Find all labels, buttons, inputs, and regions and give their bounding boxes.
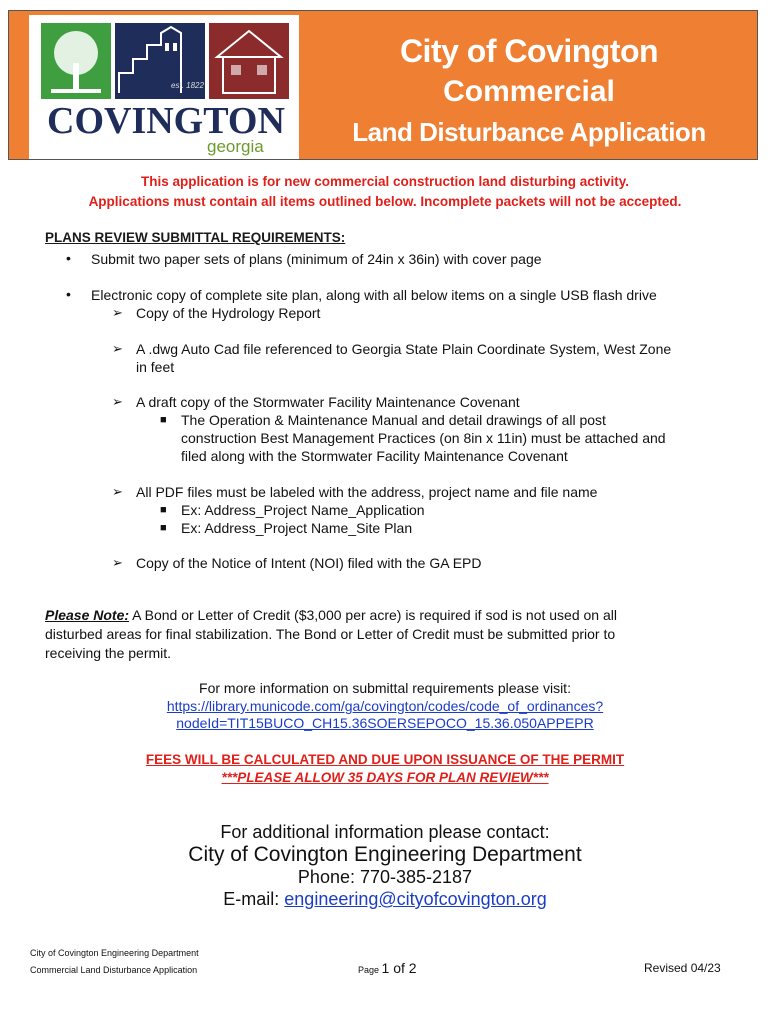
commercial-subtitle: Commercial [443,75,615,108]
requirement-electronic-copy: Electronic copy of complete site plan, along with all below items on a single USB flash drive [91,287,657,303]
contact-intro: For additional information please contact: [220,822,550,842]
arrow-bullet-icon: ➢ [112,394,123,409]
note-label: Please Note: [45,607,130,623]
city-title: City of Covington [399,33,659,69]
review-time-notice: ***PLEASE ALLOW 35 DAYS FOR PLAN REVIEW*** [221,770,549,785]
page-word: Page [358,965,382,975]
sub-om-line-3: filed along with the Stormwater Facility Maintenance Covenant [181,448,568,464]
square-bullet-icon: ■ [160,522,167,534]
square-bullet-icon: ■ [160,414,167,426]
sub-pdf-example-2: Ex: Address_Project Name_Site Plan [181,520,413,536]
tree-icon [41,23,111,99]
note-line-2: disturbed areas for final stabilization. The Bond or Letter of Credit must be submitted prior to [45,626,616,642]
fees-notice: FEES WILL BE CALCULATED AND DUE UPON ISSUANCE OF THE PERMIT [145,752,625,767]
logo-subtitle: georgia [207,137,264,156]
arrow-bullet-icon: ➢ [112,341,123,356]
note-line-1: A Bond or Letter of Credit ($3,000 per acre) is required if sod is not used on all [129,607,617,623]
page-current: 1 [381,960,390,976]
municode-link-part-2[interactable]: nodeId=TIT15BUCO_CH15.36SOERSEPOCO_15.36.050APPEPR [176,715,594,731]
tree-logo-panel [41,23,111,99]
footer-department: City of Covington Engineering Department [30,948,199,958]
sub-hydrology: Copy of the Hydrology Report [136,305,321,321]
logo-wordmark: COVINGTON [47,100,285,142]
sub-om-line-2: construction Best Management Practices (on 8in x 11in) must be attached and [181,430,666,446]
page-total: 2 [408,960,417,976]
sub-pdf-example-1: Ex: Address_Project Name_Application [181,502,425,518]
arrow-bullet-icon: ➢ [112,484,123,499]
email-link[interactable]: engineering@cityofcovington.org [284,889,547,909]
sub-dwg-line-1: A .dwg Auto Cad file referenced to Georgia State Plain Coordinate System, West Zone [136,341,672,357]
house-icon [209,23,289,99]
email-label: E-mail: [223,889,285,909]
municode-link-row-2 [0,715,770,731]
bond-note [45,606,725,663]
note-line-3: receiving the permit. [45,645,172,661]
arrow-bullet-icon: ➢ [112,305,123,320]
square-bullet-icon: ■ [160,504,167,516]
bullet-icon: • [66,250,71,266]
sub-pdf-labels: All PDF files must be labeled with the address, project name and file name [136,484,598,500]
requirements-heading: PLANS REVIEW SUBMITTAL REQUIREMENTS: [45,230,346,245]
sub-om-line-1: The Operation & Maintenance Manual and detail drawings of all post [181,412,606,428]
intro-line-1: This application is for new commercial construction land disturbing activity. [140,174,630,189]
sub-stormwater-covenant: A draft copy of the Stormwater Facility Maintenance Covenant [136,394,520,410]
bullet-icon: • [66,286,71,302]
sub-noi: Copy of the Notice of Intent (NOI) filed with the GA EPD [136,555,482,571]
logo-established: est. 1822 [171,81,204,90]
city-logo [29,15,299,159]
header-banner [8,10,758,160]
arrow-bullet-icon: ➢ [112,555,123,570]
application-title: Land Disturbance Application [352,117,706,147]
intro-line-2: Applications must contain all items outlined below. Incomplete packets will not be accepted. [88,194,682,209]
sub-dwg-line-2: in feet [136,359,175,375]
municode-link-row-1 [0,698,770,714]
footer-page-number [358,960,417,976]
house-logo-panel [209,23,289,99]
contact-phone: Phone: 770-385-2187 [297,867,473,887]
requirement-paper-plans: Submit two paper sets of plans (minimum of 24in x 36in) with cover page [91,251,542,267]
page-of: of [389,960,409,976]
footer-document-name: Commercial Land Disturbance Application [30,965,198,975]
municode-link-part-1[interactable]: https://library.municode.com/ga/covington/codes/code_of_ordinances? [166,698,604,714]
contact-department: City of Covington Engineering Department [188,843,582,866]
more-info-text: For more information on submittal requirements please visit: [199,680,571,696]
contact-email-row [0,889,770,910]
footer-revised: Revised 04/23 [644,961,721,975]
